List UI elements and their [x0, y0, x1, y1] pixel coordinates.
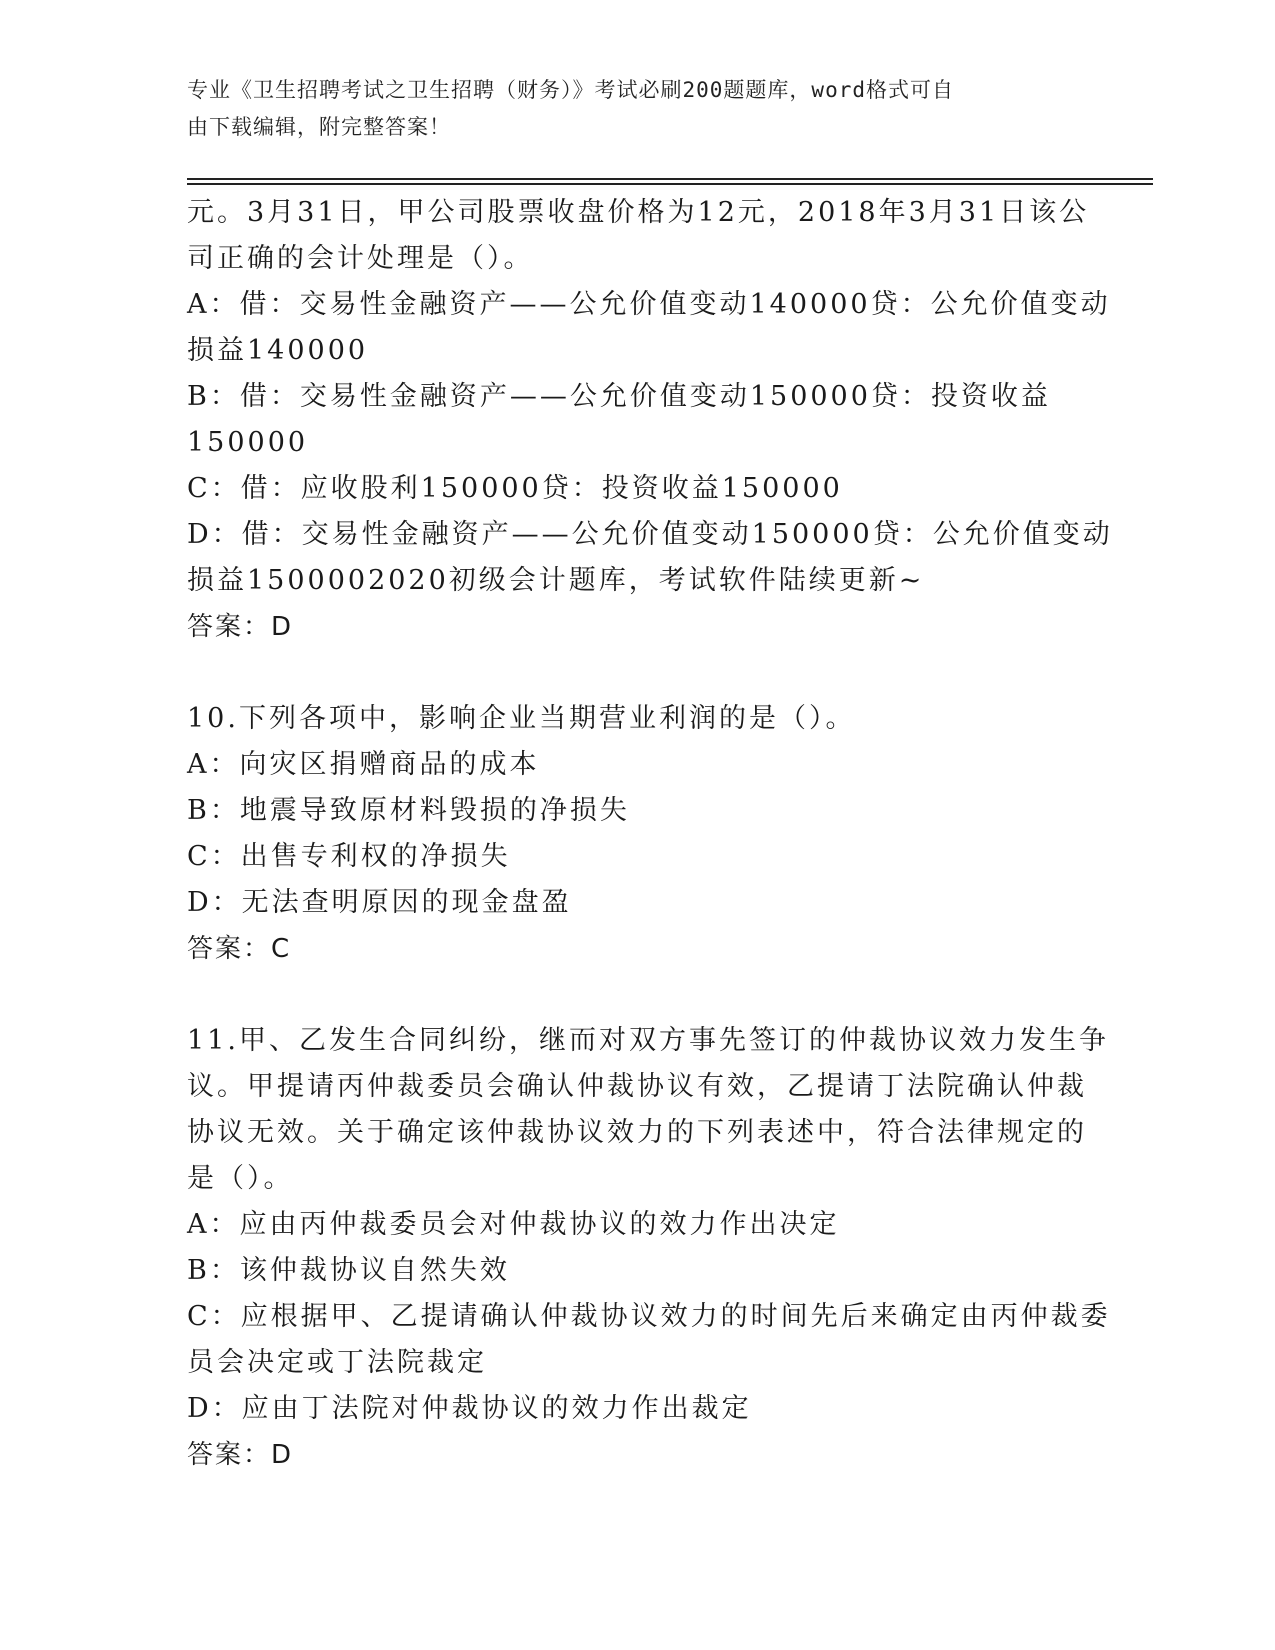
option-a: A：应由丙仲裁委员会对仲裁协议的效力作出决定	[187, 1209, 840, 1240]
option-c: C：借：应收股利150000贷：投资收益150000	[187, 473, 843, 504]
question-stem-line: 10.下列各项中，影响企业当期营业利润的是（）。	[187, 703, 856, 734]
option-d-continued: 损益1500002020初级会计题库，考试软件陆续更新~	[187, 565, 925, 596]
header-line-2: 由下载编辑，附完整答案！	[187, 115, 451, 139]
answer-label: 答案：D	[187, 612, 294, 642]
question-stem-line: 协议无效。关于确定该仲裁协议效力的下列表述中，符合法律规定的	[187, 1117, 1087, 1148]
question-stem-line: 11.甲、乙发生合同纠纷，继而对双方事先签订的仲裁协议效力发生争	[187, 1025, 1109, 1056]
option-d: D：借：交易性金融资产——公允价值变动150000贷：公允价值变动	[187, 519, 1113, 550]
question-11	[187, 1018, 1111, 1478]
question-stem-line: 司正确的会计处理是（）。	[187, 243, 534, 274]
header-divider-bottom	[187, 183, 1153, 185]
answer-label: 答案：C	[187, 934, 292, 964]
option-a-continued: 损益140000	[187, 335, 369, 366]
option-d: D：应由丁法院对仲裁协议的效力作出裁定	[187, 1393, 752, 1424]
option-c: C：应根据甲、乙提请确认仲裁协议效力的时间先后来确定由丙仲裁委	[187, 1301, 1111, 1332]
document-body	[187, 190, 1113, 1478]
option-c: C：出售专利权的净损失	[187, 841, 511, 872]
question-stem-line: 议。甲提请丙仲裁委员会确认仲裁协议有效，乙提请丁法院确认仲裁	[187, 1071, 1087, 1102]
option-b: B：地震导致原材料毁损的净损失	[187, 795, 630, 826]
question-stem-line: 是（）。	[187, 1163, 294, 1194]
option-d: D：无法查明原因的现金盘盈	[187, 887, 572, 918]
option-b: B：借：交易性金融资产——公允价值变动150000贷：投资收益	[187, 381, 1051, 412]
header-line-1: 专业《卫生招聘考试之卫生招聘（财务）》考试必刷200题题库，word格式可自	[187, 78, 954, 102]
header-divider-top	[187, 178, 1153, 180]
option-c-continued: 员会决定或丁法院裁定	[187, 1347, 487, 1378]
option-a: A：借：交易性金融资产——公允价值变动140000贷：公允价值变动	[187, 289, 1111, 320]
spacer	[187, 972, 1087, 1018]
spacer	[187, 650, 1087, 696]
option-b-continued: 150000	[187, 427, 309, 458]
question-9	[187, 190, 1113, 650]
document-header	[187, 72, 1077, 146]
question-10	[187, 696, 1087, 972]
question-stem-line: 元。3月31日，甲公司股票收盘价格为12元，2018年3月31日该公	[187, 197, 1090, 228]
option-b: B：该仲裁协议自然失效	[187, 1255, 510, 1286]
answer-label: 答案：D	[187, 1440, 294, 1470]
option-a: A：向灾区捐赠商品的成本	[187, 749, 540, 780]
